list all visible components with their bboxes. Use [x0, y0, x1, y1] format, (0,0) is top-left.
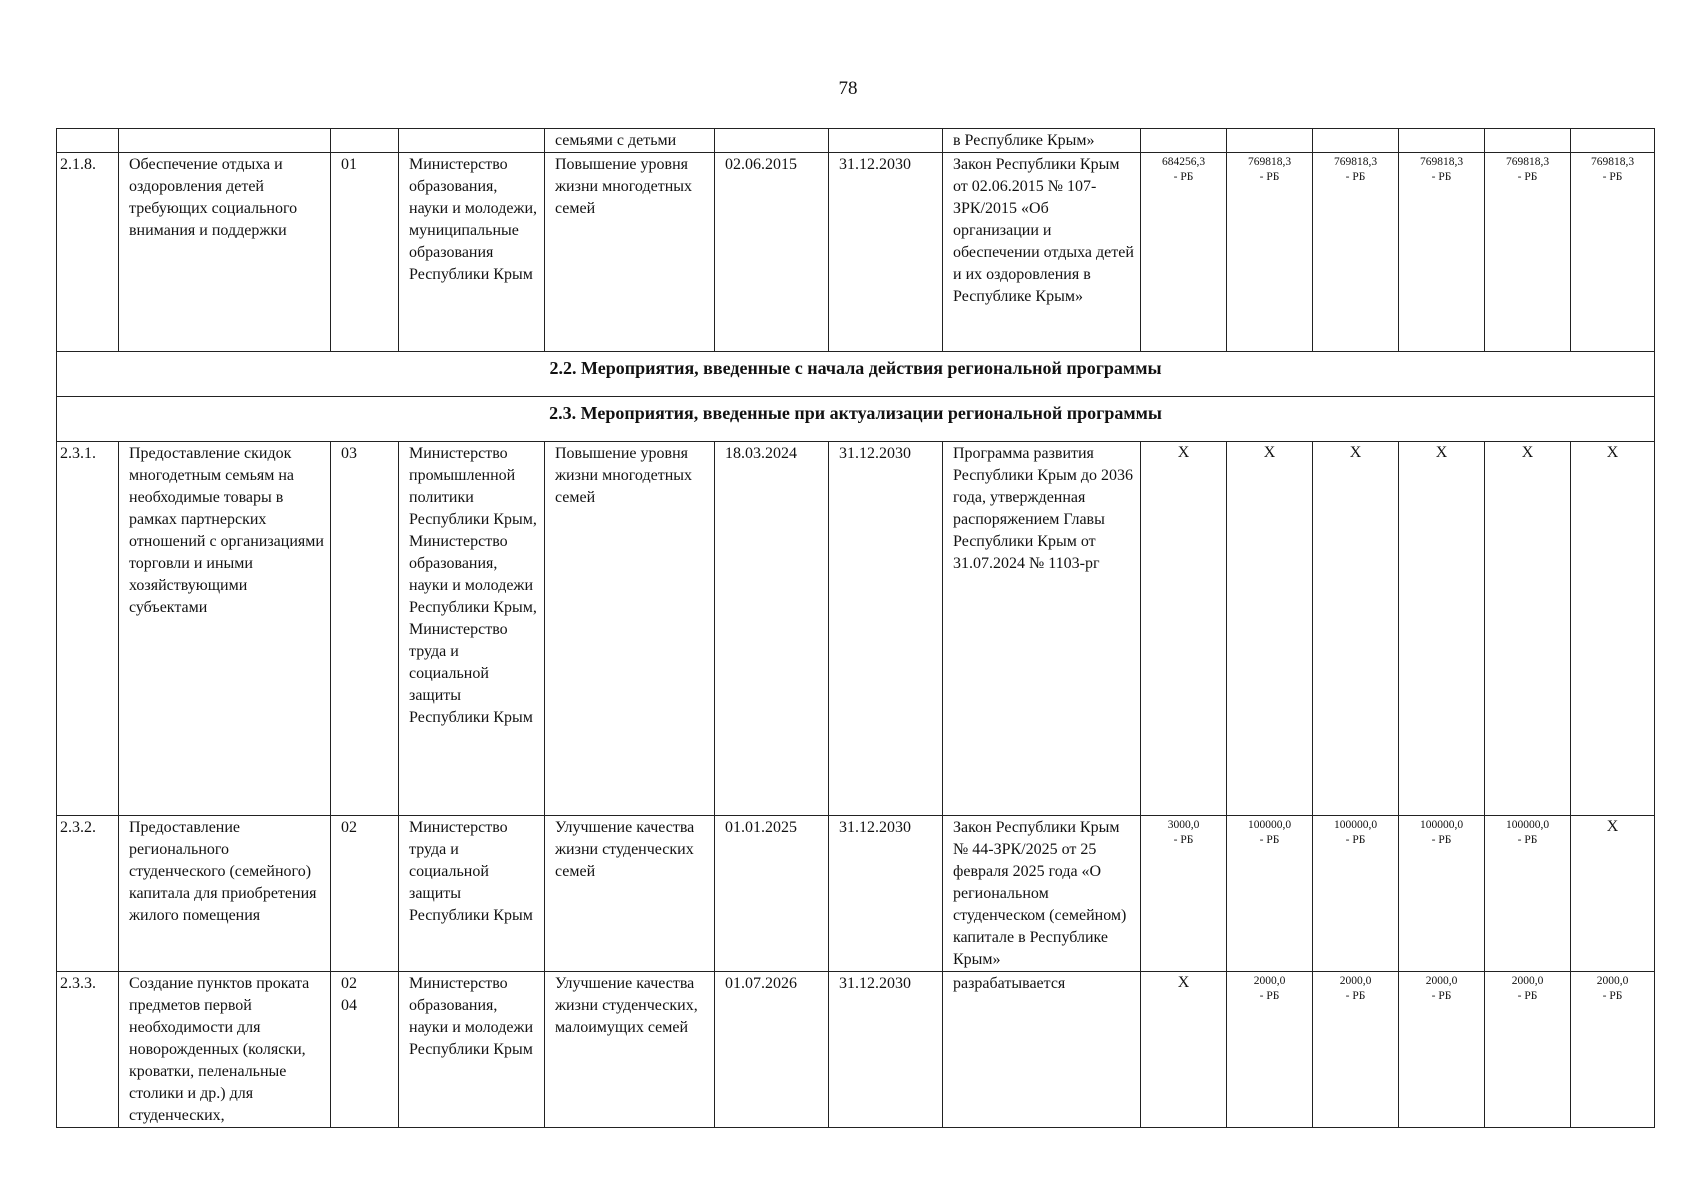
cell-value: 2000,0 - РБ: [1571, 972, 1655, 1128]
cell-value: 3000,0 - РБ: [1141, 816, 1227, 972]
cell-value: 100000,0 - РБ: [1399, 816, 1485, 972]
cell-value: X: [1313, 442, 1399, 816]
cell-code: 01: [331, 153, 399, 352]
cell-value: 769818,3 - РБ: [1571, 153, 1655, 352]
cell-value: X: [1571, 442, 1655, 816]
cell-goal: Улучшение качества жизни студенческих, малоимущих семей: [545, 972, 715, 1128]
section-row: [57, 352, 1655, 397]
cell-value: X: [1141, 972, 1227, 1128]
cell-value: X: [1227, 442, 1313, 816]
cell-goal: Повышение уровня жизни многодетных семей: [545, 153, 715, 352]
table-row: [57, 153, 1655, 352]
cell-empty: [1141, 129, 1227, 153]
cell-value: 2000,0 - РБ: [1399, 972, 1485, 1128]
cell-goal: Улучшение качества жизни студенческих семей: [545, 816, 715, 972]
cell-value: 100000,0 - РБ: [1227, 816, 1313, 972]
cell-executor: Министерство образования, науки и молодежи Республики Крым: [399, 972, 545, 1128]
cell-value: 684256,3 - РБ: [1141, 153, 1227, 352]
cell-basis: в Республике Крым»: [943, 129, 1141, 153]
cell-number: 2.3.1.: [57, 442, 119, 816]
table-row-continuation: [57, 129, 1655, 153]
cell-value: 769818,3 - РБ: [1227, 153, 1313, 352]
section-heading: 2.3. Мероприятия, введенные при актуализации региональной программы: [57, 397, 1655, 442]
cell-basis: Закон Республики Крым от 02.06.2015 № 107-ЗРК/2015 «Об организации и обеспечении отдыха детей и их оздоровления в Республике Крым»: [943, 153, 1141, 352]
cell-code: 02 04: [331, 972, 399, 1128]
cell-end-date: 31.12.2030: [829, 816, 943, 972]
cell-value: 2000,0 - РБ: [1227, 972, 1313, 1128]
cell-value: X: [1571, 816, 1655, 972]
section-row: [57, 397, 1655, 442]
cell-goal: Повышение уровня жизни многодетных семей: [545, 442, 715, 816]
cell-empty: [57, 129, 119, 153]
cell-empty: [399, 129, 545, 153]
cell-start-date: 18.03.2024: [715, 442, 829, 816]
cell-empty: [119, 129, 331, 153]
cell-measure-name: Предоставление регионального студенческого (семейного) капитала для приобретения жилого помещения: [119, 816, 331, 972]
cell-measure-name: Предоставление скидок многодетным семьям на необходимые товары в рамках партнерских отношений с организациями торговли и иными хозяйствующими субъектами: [119, 442, 331, 816]
cell-value: 100000,0 - РБ: [1313, 816, 1399, 972]
cell-basis: Программа развития Республики Крым до 2036 года, утвержденная распоряжением Главы Республики Крым от 31.07.2024 № 1103-рг: [943, 442, 1141, 816]
cell-number: 2.3.3.: [57, 972, 119, 1128]
cell-value: 769818,3 - РБ: [1485, 153, 1571, 352]
cell-start-date: 01.01.2025: [715, 816, 829, 972]
page-number: 78: [838, 78, 858, 99]
cell-end-date: 31.12.2030: [829, 442, 943, 816]
cell-measure-name: Создание пунктов проката предметов первой необходимости для новорожденных (коляски, кроватки, пеленальные столики и др.) для студенческих,: [119, 972, 331, 1128]
cell-value: 769818,3 - РБ: [1313, 153, 1399, 352]
cell-number: 2.3.2.: [57, 816, 119, 972]
cell-empty: [1399, 129, 1485, 153]
cell-empty: [1485, 129, 1571, 153]
section-heading: 2.2. Мероприятия, введенные с начала действия региональной программы: [57, 352, 1655, 397]
cell-number: 2.1.8.: [57, 153, 119, 352]
cell-value: 2000,0 - РБ: [1485, 972, 1571, 1128]
cell-empty: [1313, 129, 1399, 153]
cell-goal: семьями с детьми: [545, 129, 715, 153]
cell-empty: [829, 129, 943, 153]
cell-end-date: 31.12.2030: [829, 972, 943, 1128]
program-measures-table: [56, 128, 1655, 1128]
cell-value: 769818,3 - РБ: [1399, 153, 1485, 352]
cell-empty: [1227, 129, 1313, 153]
cell-value: X: [1399, 442, 1485, 816]
cell-executor: Министерство образования, науки и молодежи, муниципальные образования Республики Крым: [399, 153, 545, 352]
cell-value: X: [1141, 442, 1227, 816]
cell-value: 2000,0 - РБ: [1313, 972, 1399, 1128]
cell-executor: Министерство труда и социальной защиты Республики Крым: [399, 816, 545, 972]
cell-start-date: 01.07.2026: [715, 972, 829, 1128]
cell-start-date: 02.06.2015: [715, 153, 829, 352]
cell-measure-name: Обеспечение отдыха и оздоровления детей требующих социального внимания и поддержки: [119, 153, 331, 352]
cell-executor: Министерство промышленной политики Республики Крым, Министерство образования, науки и молодежи Республики Крым, Министерство труда и социальной защиты Республики Крым: [399, 442, 545, 816]
cell-basis: Закон Республики Крым № 44-ЗРК/2025 от 25 февраля 2025 года «О региональном студенческом (семейном) капитале в Республике Крым»: [943, 816, 1141, 972]
cell-basis: разрабатывается: [943, 972, 1141, 1128]
table-row: [57, 972, 1655, 1128]
table-row: [57, 816, 1655, 972]
cell-code: 03: [331, 442, 399, 816]
cell-empty: [331, 129, 399, 153]
cell-code: 02: [331, 816, 399, 972]
table-row: [57, 442, 1655, 816]
cell-value: 100000,0 - РБ: [1485, 816, 1571, 972]
cell-empty: [715, 129, 829, 153]
cell-empty: [1571, 129, 1655, 153]
cell-end-date: 31.12.2030: [829, 153, 943, 352]
cell-value: X: [1485, 442, 1571, 816]
